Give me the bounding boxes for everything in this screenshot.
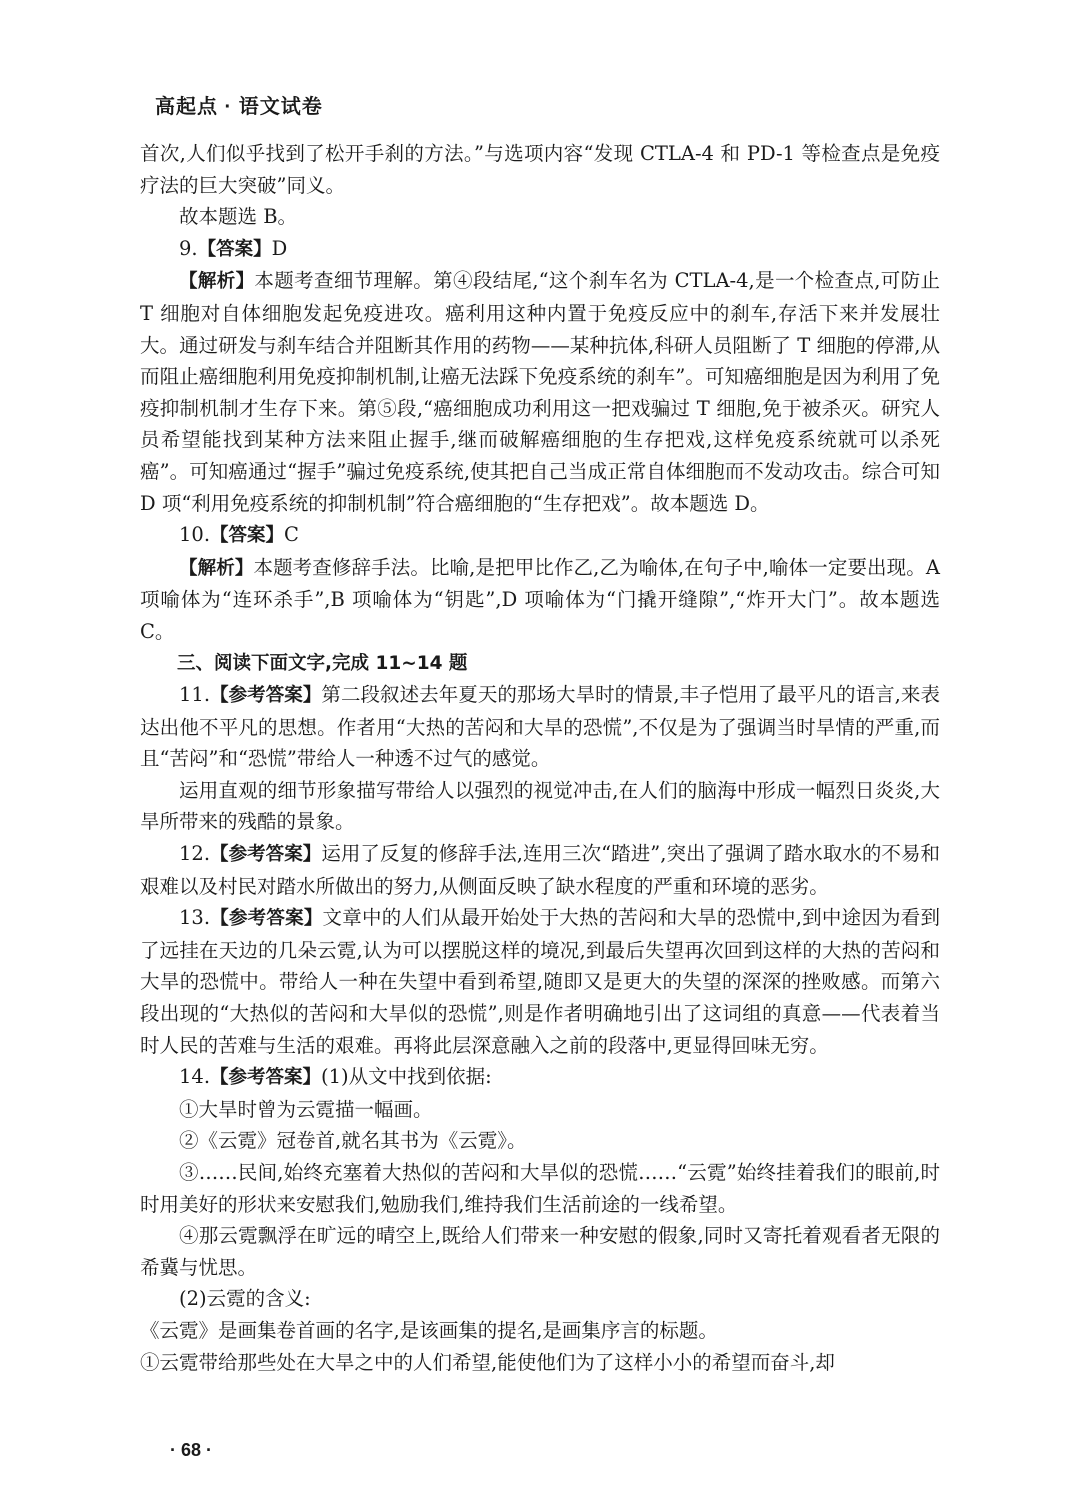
analysis-tag: 【解析】: [179, 557, 254, 579]
q12-answer: [140, 838, 940, 902]
section-heading: 三、阅读下面文字,完成 11~14 题: [177, 652, 468, 674]
q13-text: 文章中的人们从最开始处于大热的苦闷和大旱的恐慌中,到中途因为看到了远挂在天边的几朵云霓,认为可以摆脱这样的境况,到最后失望再次回到这样的大热的苦闷和大旱的恐慌中。带给人一种在失望中看到希望,随即又是更大的失望的深深的挫败感。而第六段出现的“大热似的苦闷和大旱似的恐慌”,则是作者明确地引出了这词组的真意——代表着当时人民的苦难与生活的艰难。再将此层深意融入之前的段落中,更显得回味无穷。: [140, 906, 940, 1057]
running-header: 高起点 · 语文试卷: [155, 96, 323, 118]
reference-answer-tag: 【参考答案】: [210, 844, 322, 866]
analysis-tag: 【解析】: [179, 271, 255, 293]
q10-analysis-text: 本题考查修辞手法。比喻,是把甲比作乙,乙为喻体,在句子中,喻体一定要出现。A 项喻体为“连环杀手”,B 项喻体为“钥匙”,D 项喻体为“门撬开缝隙”,“炸开大门”。故本题选 C。: [140, 555, 940, 643]
q14-answer: [140, 1061, 940, 1094]
reference-answer-tag: 【参考答案】: [210, 1067, 322, 1089]
q13-number: 13.: [179, 906, 211, 930]
q11-text: 第二段叙述去年夏天的那场大旱时的情景,丰子恺用了最平凡的语言,来表达出他不平凡的思想。作者用“大热的苦闷和大旱的恐慌”,不仅是为了强调当时旱情的严重,而且“苦闷”和“恐慌”带给人一种透不过气的感觉。: [140, 683, 940, 771]
q9-answer: [140, 233, 940, 266]
q11-number: 11.: [179, 683, 211, 707]
q10-answer: [140, 519, 940, 552]
q14-part2-item1: ①云霓带给那些处在大旱之中的人们希望,能使他们为了这样小小的希望而奋斗,却: [140, 1350, 835, 1374]
q12-text: 运用了反复的修辞手法,连用三次“踏进”,突出了强调了踏水取水的不易和艰难以及村民对踏水所做出的努力,从侧面反映了缺水程度的严重和环境的恶劣。: [140, 842, 940, 898]
q9-analysis: [140, 265, 940, 519]
reference-answer-tag: 【参考答案】: [210, 908, 323, 930]
q12-number: 12.: [179, 842, 211, 866]
q13-answer: [140, 902, 940, 1061]
q14-evidence-1: ①大旱时曾为云霓描一幅画。: [179, 1097, 433, 1121]
q14-evidence-2: ②《云霓》冠卷首,就名其书为《云霓》。: [179, 1129, 527, 1153]
q10-answer-value: C: [284, 523, 299, 547]
page-number: · 68 ·: [170, 1440, 213, 1460]
q9-analysis-text: 本题考查细节理解。第④段结尾,“这个刹车名为 CTLA-4,是一个检查点,可防止 T 细胞对自体细胞发起免疫进攻。癌利用这种内置于免疫反应中的刹车,存活下来并发展壮大。通过研发与刹车结合并阻断其作用的药物——某种抗体,科研人员阻断了 T 细胞的停滞,从而阻止癌细胞利用免疫抑制机制,让癌无法踩下免疫系统的刹车”。可知癌细胞是因为利用了免疫抑制机制才生存下来。第⑤段,“癌细胞成功利用这一把戏骗过 T 细胞,免于被杀灭。研究人员希望能找到某种方法来阻止握手,继而破解癌细胞的生存把戏,这样免疫系统就可以杀死癌”。可知癌通过“握手”骗过免疫系统,使其把自己当成正常自体细胞而不发动攻击。综合可知 D 项“利用免疫系统的抑制机制”符合癌细胞的“生存把戏”。故本题选 D。: [140, 269, 940, 515]
q11-answer: [140, 679, 940, 775]
paragraph-continued: 首次,人们似乎找到了松开手刹的方法。”与选项内容“发现 CTLA-4 和 PD-1 等检查点是免疫疗法的巨大突破”同义。: [140, 142, 940, 197]
page-body: [140, 138, 940, 1378]
q14-part2-heading: (2)云霓的含义:: [179, 1287, 311, 1311]
q14-number: 14.: [179, 1065, 211, 1089]
q14-intro: (1)从文中找到依据:: [321, 1065, 492, 1089]
q11-answer-cont: 运用直观的细节形象描写带给人以强烈的视觉冲击,在人们的脑海中形成一幅烈日炎炎,大旱所带来的残酷的景象。: [140, 778, 940, 834]
answer-tag: 【答案】: [197, 238, 272, 260]
q9-answer-value: D: [271, 236, 288, 260]
answer-tag: 【答案】: [210, 525, 285, 547]
q14-evidence-3: ③……民间,始终充塞着大热似的苦闷和大旱似的恐慌……“云霓”始终挂着我们的眼前,时时用美好的形状来安慰我们,勉励我们,维持我们生活前途的一线希望。: [140, 1161, 940, 1216]
q9-number: 9.: [179, 236, 198, 260]
q14-evidence-4: ④那云霓飘浮在旷远的晴空上,既给人们带来一种安慰的假象,同时又寄托着观看者无限的希冀与忧思。: [140, 1224, 940, 1279]
reference-answer-tag: 【参考答案】: [210, 685, 322, 707]
paragraph-conclusion: 故本题选 B。: [179, 205, 298, 229]
q14-part2-text: 《云霓》是画集卷首画的名字,是该画集的提名,是画集序言的标题。: [140, 1318, 718, 1342]
q10-number: 10.: [179, 523, 211, 547]
q10-analysis: [140, 552, 940, 648]
